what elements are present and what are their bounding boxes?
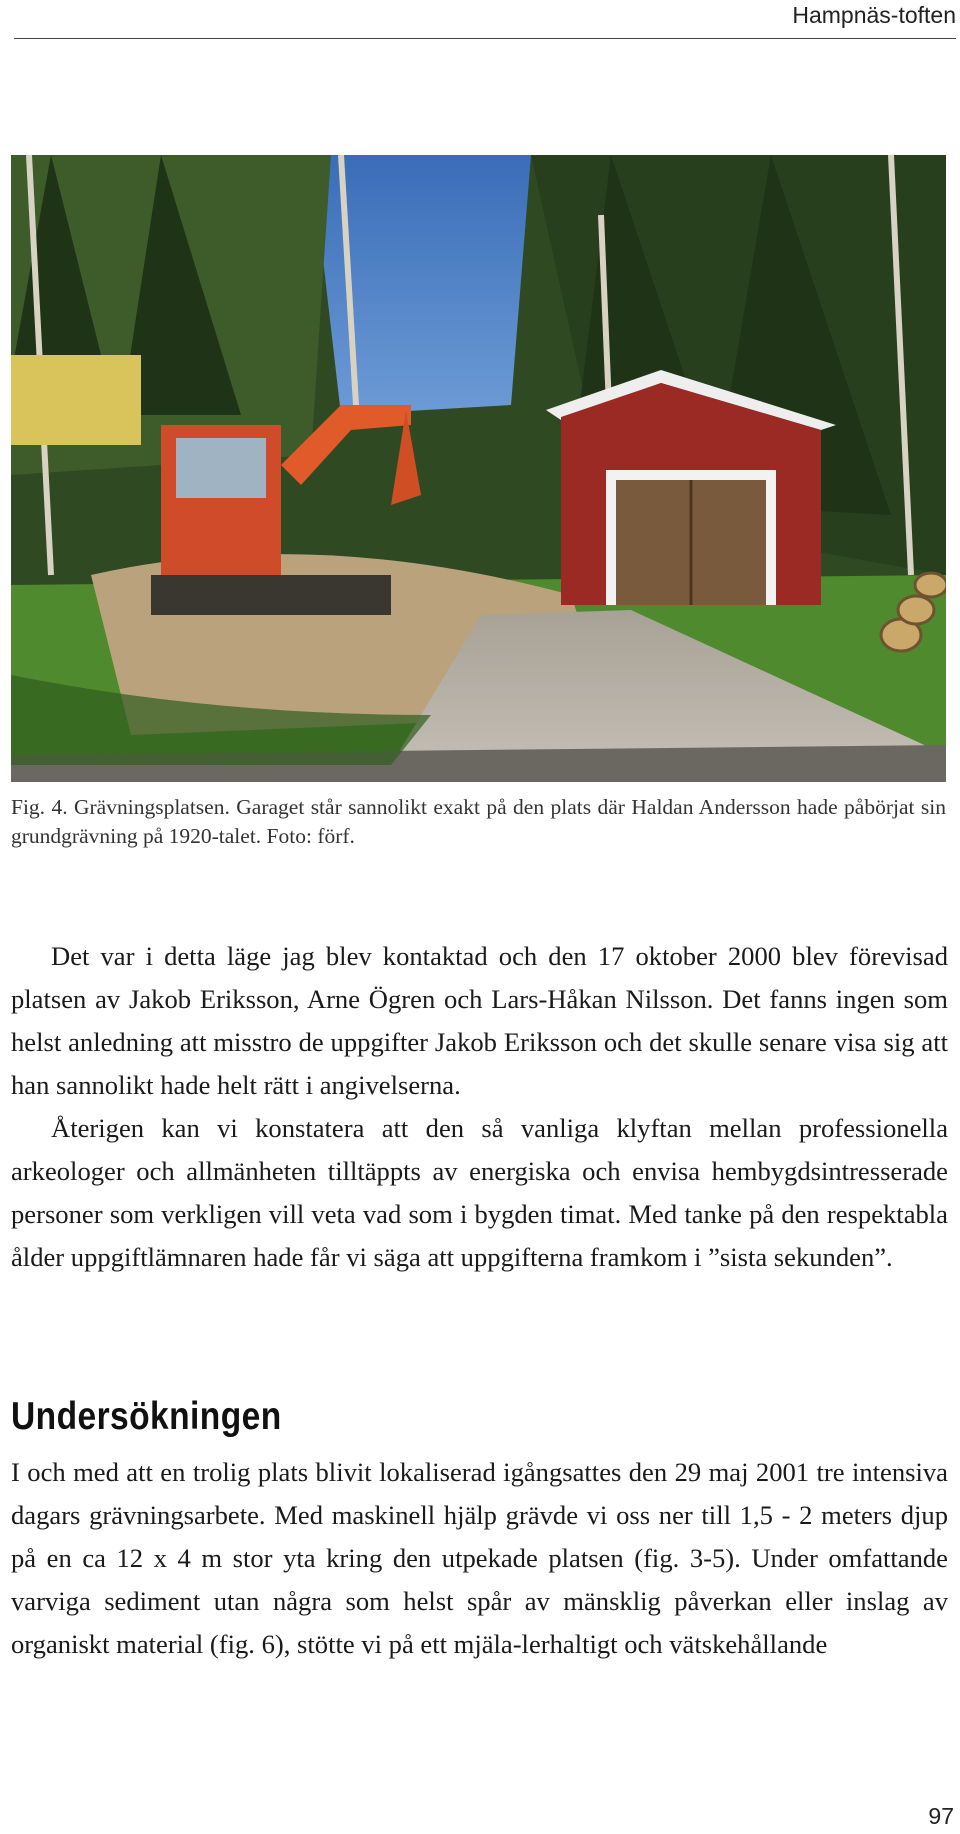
figure-caption: Fig. 4. Grävningsplatsen. Garaget står sannolikt exakt på den plats där Haldan Andersson hade påbörjat sin grundgrävning på 1920-talet. Foto: förf.: [11, 795, 946, 848]
header-rule: [14, 38, 956, 39]
section-body: [11, 1451, 948, 1666]
body-paragraphs: [11, 935, 948, 1279]
excavation-site-photo: [11, 155, 946, 782]
body-paragraph: Återigen kan vi konstatera att den så vanliga klyftan mellan professionella arkeologer och allmänheten tilltäppts av energiska och envisa hembygdsintresserade personer som verkligen vill veta vad som i bygden timat. Med tanke på den respektabla ålder uppgiftlämnaren hade får vi säga att uppgifterna framkom i ”sista sekunden”.: [11, 1113, 948, 1272]
running-title: Hampnäs-toften: [792, 2, 956, 28]
body-paragraph: I och med att en trolig plats blivit lokaliserad igångsattes den 29 maj 2001 tre intensiva dagars grävningsarbete. Med maskinell hjälp grävde vi oss ner till 1,5 - 2 meters djup på en ca 12 x 4 m stor yta kring den utpekade platsen (fig. 3-5). Under omfattande varviga sediment utan några som helst spår av mänsklig påverkan eller inslag av organiskt material (fig. 6), stötte vi på ett mjäla-lerhaltigt och vätskehållande: [11, 1457, 948, 1659]
photo-illustration: [11, 155, 946, 782]
page-number: 97: [928, 1803, 954, 1829]
section-heading: Undersökningen: [11, 1395, 282, 1438]
body-paragraph: Det var i detta läge jag blev kontaktad och den 17 oktober 2000 blev förevisad platsen av Jakob Eriksson, Arne Ögren och Lars-Håkan Nilsson. Det fanns ingen som helst anledning att misstro de uppgifter Jakob Eriksson och det skulle senare visa sig att han sannolikt hade helt rätt i angivelserna.: [11, 941, 948, 1100]
